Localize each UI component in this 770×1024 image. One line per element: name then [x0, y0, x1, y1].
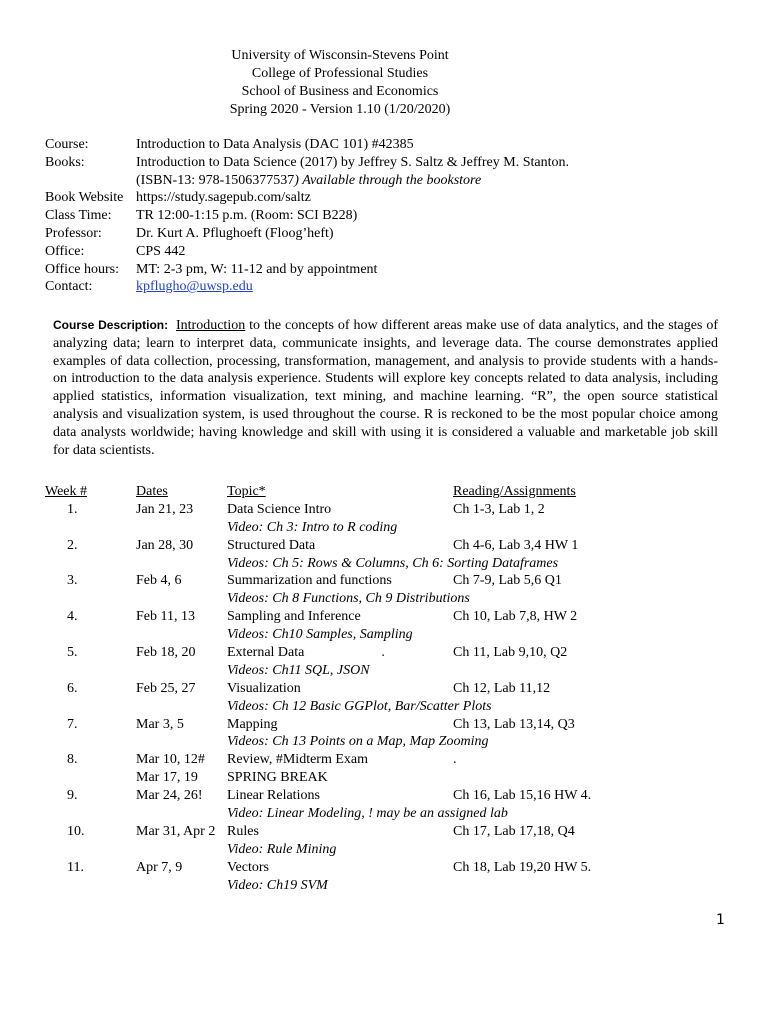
books-availability: ) Available through the bookstore [294, 172, 482, 188]
week-dates: Feb 18, 20 [136, 645, 196, 661]
books-row [45, 154, 569, 172]
office-hours-label: Office hours: [45, 261, 119, 277]
professor-row [45, 225, 569, 243]
video-note: Videos: Ch 12 Basic GGPlot, Bar/Scatter Plots [227, 698, 492, 714]
office-row [45, 243, 569, 261]
professor-label: Professor: [45, 225, 102, 241]
course-description [53, 317, 718, 459]
books-value: Introduction to Data Science (2017) by Jeffrey S. Saltz & Jeffrey M. Stanton. [136, 154, 569, 170]
week-dates: Feb 11, 13 [136, 609, 195, 625]
course-info [45, 136, 569, 296]
professor-value: Dr. Kurt A. Pflughoeft (Floog’heft) [136, 225, 334, 241]
week-topic: Review, #Midterm Exam [227, 752, 369, 768]
week-reading: Ch 10, Lab 7,8, HW 2 [453, 609, 578, 625]
week-topic: Linear Relations [227, 788, 320, 804]
semester-version: Spring 2020 - Version 1.10 (1/20/2020) [229, 102, 451, 117]
week-topic: Visualization [227, 680, 301, 696]
week-number: 2. [67, 537, 78, 553]
description-first-word: Introduction [176, 318, 246, 333]
week-number: 6. [67, 680, 78, 696]
classtime-row [45, 207, 569, 225]
week-dates: Apr 7, 9 [136, 859, 183, 875]
week-dates: Feb 25, 27 [136, 680, 196, 696]
week-header: Week # [45, 484, 88, 499]
week-number: 10. [67, 823, 85, 839]
video-note: Video: Linear Modeling, ! may be an assigned lab [227, 806, 508, 822]
topic-header: Topic* [227, 484, 266, 499]
website-value: https://study.sagepub.com/saltz [136, 190, 311, 206]
books-isbn-row [45, 172, 569, 190]
week-topic: Summarization and functions [227, 573, 392, 589]
week-dates: Jan 21, 23 [136, 501, 194, 517]
week-dates: Jan 28, 30 [136, 537, 194, 553]
video-note: Videos: Ch 5: Rows & Columns, Ch 6: Sorting Dataframes [227, 555, 559, 571]
video-note: Videos: Ch10 Samples, Sampling [227, 627, 413, 643]
week-reading: Ch 4-6, Lab 3,4 HW 1 [453, 537, 579, 553]
books-label: Books: [45, 154, 85, 170]
course-row [45, 136, 569, 154]
description-label: Course Description: [53, 318, 169, 332]
week-reading: Ch 17, Lab 17,18, Q4 [453, 823, 575, 839]
week-number: 11. [67, 859, 84, 875]
reading-header: Reading/Assignments [453, 484, 576, 499]
week-dates: Mar 10, 12# [136, 752, 205, 768]
week-topic: Structured Data [227, 537, 316, 553]
week-topic: Rules [227, 823, 259, 839]
week-topic: Data Science Intro [227, 501, 332, 517]
video-note: Video: Ch19 SVM [227, 877, 328, 893]
classtime-value: TR 12:00-1:15 p.m. (Room: SCI B228) [136, 208, 358, 224]
week-topic: External Data . [227, 645, 385, 661]
classtime-label: Class Time: [45, 208, 112, 224]
week-reading: Ch 7-9, Lab 5,6 Q1 [453, 573, 562, 589]
week-reading: Ch 11, Lab 9,10, Q2 [453, 645, 568, 661]
week-number: 3. [67, 573, 78, 589]
course-label: Course: [45, 137, 89, 152]
video-note: Video: Ch 3: Intro to R coding [227, 519, 398, 535]
document-header [0, 47, 680, 119]
description-text: to the concepts of how different areas make use of data analytics, and the stages of analyzing data; learn to interpret data, communicate insights, and leverage data. The course demonstrates applied examples of data collection, processing, transformation, management, and analysis to provide students with a hands-on introduction to the data analysis experience. Students will explore key concepts related to data analysis, including applied statistics, information visualization, text mining, and machine learning. “R”, the open source statistical analysis and visualization system, is used throughout the course. R is reckoned to be the most popular choice among data analysts worldwide; having knowledge and skill with using it is considered a valuable and marketable job skill for data scientists. [53, 318, 719, 458]
week-dates: Mar 31, Apr 2 [136, 823, 216, 839]
website-label: Book Website [45, 190, 124, 206]
week-number: 9. [67, 788, 78, 804]
contact-row [45, 278, 569, 296]
week-dates: Mar 24, 26! [136, 788, 203, 804]
dates-header: Dates [136, 484, 168, 499]
school-name: School of Business and Economics [241, 84, 439, 99]
week-dates: Feb 4, 6 [136, 573, 182, 589]
page-number: 1 [716, 912, 725, 928]
week-number: 1. [67, 501, 78, 517]
week-topic: SPRING BREAK [227, 770, 328, 786]
university-name: University of Wisconsin-Stevens Point [231, 48, 449, 63]
week-number: 5. [67, 645, 78, 661]
week-reading: Ch 13, Lab 13,14, Q3 [453, 716, 575, 732]
books-isbn: (ISBN-13: 978-1506377537 [136, 172, 295, 188]
week-topic: Mapping [227, 716, 278, 732]
office-label: Office: [45, 243, 85, 259]
course-value: Introduction to Data Analysis (DAC 101) #42385 [136, 137, 414, 152]
video-note: Video: Rule Mining [227, 841, 337, 857]
college-name: College of Professional Studies [251, 66, 429, 81]
video-note: Videos: Ch11 SQL, JSON [227, 662, 370, 678]
contact-label: Contact: [45, 279, 93, 295]
office-hours-row [45, 261, 569, 279]
office-hours-value: MT: 2-3 pm, W: 11-12 and by appointment [136, 261, 378, 277]
week-number: 8. [67, 752, 78, 768]
week-number: 7. [67, 716, 78, 732]
week-reading: Ch 1-3, Lab 1, 2 [453, 501, 545, 517]
week-reading: Ch 18, Lab 19,20 HW 5. [453, 859, 592, 875]
week-reading: Ch 12, Lab 11,12 [453, 680, 551, 696]
week-reading: Ch 16, Lab 15,16 HW 4. [453, 788, 592, 804]
video-note: Videos: Ch 8 Functions, Ch 9 Distributions [227, 591, 470, 607]
week-number: 4. [67, 609, 78, 625]
contact-email-link[interactable]: kpflugho@uwsp.edu [136, 279, 253, 295]
week-reading: . [453, 752, 457, 768]
website-row [45, 189, 569, 207]
week-dates: Mar 17, 19 [136, 770, 198, 786]
week-dates: Mar 3, 5 [136, 716, 184, 732]
video-note: Videos: Ch 13 Points on a Map, Map Zooming [227, 734, 489, 750]
week-topic: Vectors [227, 859, 269, 875]
week-topic: Sampling and Inference [227, 609, 361, 625]
office-value: CPS 442 [136, 243, 186, 259]
